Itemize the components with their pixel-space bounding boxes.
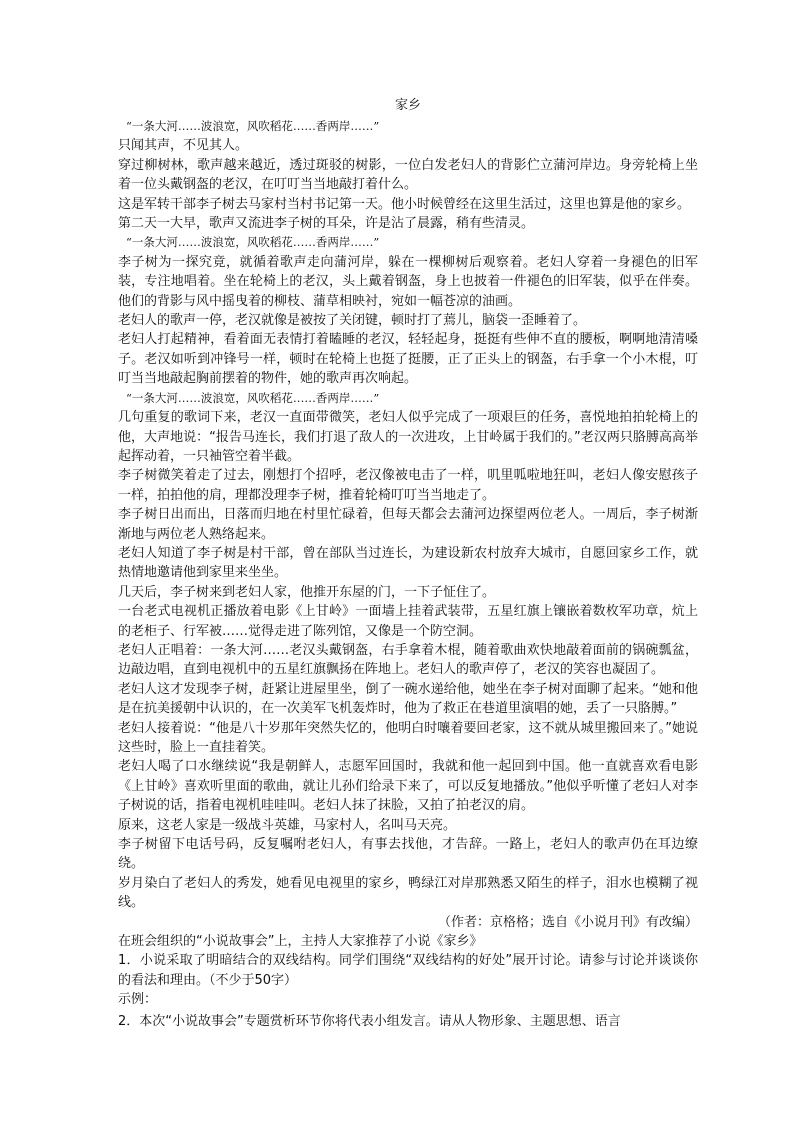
song-lyric: “一条大河……波浪宽，风吹稻花……香两岸……” [126,390,380,405]
document-title: 家乡 [394,98,421,113]
paragraph: 老妇人正唱着：一条大河……老汉头戴钢盔，右手拿着木棍，随着歌曲欢快地敲着面前的锅碗瓢盆，边敲边唱，直到电视机中的五星红旗飘扬在阵地上。老妇人的歌声停了，老汉的笑容也凝固了。 [118,642,698,678]
paragraph: 第二天一大早，歌声又流进李子树的耳朵，许是沾了晨露，稍有些清灵。 [118,216,535,232]
paragraph: 老妇人打起精神，看着面无表情打着瞌睡的老汉，轻轻起身，挺挺有些伸不直的腰板，啊啊地清清嗓子。老汉如听到冲锋号一样，顿时在轮椅上也挺了挺腰，正了正头上的钢盔，右手拿一个小木棍，叮叮当当地敲起胸前摆着的物件，她的歌声再次响起。 [118,332,698,387]
source-attribution: （作者：京格格；选自《小说月刊》有改编） [437,914,698,930]
paragraph: 李子树微笑着走了过去，刚想打个招呼，老汉像被电击了一样，叽里呱啦地狂叫，老妇人像安慰孩子一样，拍拍他的肩，理都没理李子树，推着轮椅叮叮当当地走了。 [118,468,698,503]
paragraph: 李子树留下电话号码，反复嘱咐老妇人，有事去找他，才告辞。一路上，老妇人的歌声仍在耳边缭绕。 [118,837,698,872]
paragraph: 1．小说采取了明暗结合的双线结构。同学们围绕“双线结构的好处”展开讨论。请参与讨论并谈谈你的看法和理由。（不少于50字） [118,953,698,988]
paragraph: 示例： [118,992,158,1008]
paragraph: 李子树为一探究竟，就循着歌声走向蒲河岸，躲在一棵柳树后观察着。老妇人穿着一身褪色的旧军装，专注地唱着。坐在轮椅上的老汉，头上戴着钢盔，身上也披着一件褪色的旧军装，似乎在伴奏。他们的背影与风中摇曳着的柳枝、蒲草相映衬，宛如一幅苍凉的油画。 [118,254,698,309]
paragraph: 一台老式电视机正播放着电影《上甘岭》一面墙上挂着武装带，五星红旗上镶嵌着数枚军功章，炕上的老柜子、行军被……觉得走进了陈列馆，又像是一个防空洞。 [118,604,698,639]
paragraph: 岁月染白了老妇人的秀发，她看见电视里的家乡，鸭绿江对岸那熟悉又陌生的样子，泪水也模糊了视线。 [118,875,698,911]
paragraph: 老妇人喝了口水继续说“我是朝鲜人，志愿军回国时，我就和他一起回到中国。他一直就喜欢看电影《上甘岭》喜欢听里面的歌曲，就让儿孙们给录下来了，可以反复地播放。”他似乎听懂了老妇人对李子树说的话，指着电视机哇哇叫。老妇人抹了抹脸，又拍了拍老汉的肩。 [118,759,698,814]
paragraph: 几句重复的歌词下来，老汉一直面带微笑，老妇人似乎完成了一项艰巨的任务，喜悦地拍拍轮椅上的他，大声地说：“报告马连长，我们打退了敌人的一次进攻，上甘岭属于我们的。”老汉两只胳膊高高举起挥动着，一只袖管空着半截。 [118,410,698,464]
paragraph: 老妇人接着说：“他是八十岁那年突然失忆的，他明白时嚷着要回老家，这不就从城里搬回来了。”她说这些时，脸上一直挂着笑。 [118,720,698,755]
document-page [118,96,698,1031]
paragraph: 老妇人的歌声一停，老汉就像是被按了关闭键，顿时打了蔫儿，脑袋一歪睡着了。 [118,313,587,329]
paragraph: 李子树日出而出，日落而归地在村里忙碌着，但每天都会去蒲河边探望两位老人。一周后，李子树渐渐地与两位老人熟络起来。 [118,507,698,542]
song-lyric: “一条大河……波浪宽，风吹稻花……香两岸……” [126,235,380,250]
paragraph: 原来，这老人家是一级战斗英雄，马家村人，名叫马天亮。 [118,817,457,833]
document-body [118,117,698,1031]
paragraph: 几天后，李子树来到老妇人家，他推开东屋的门，一下子怔住了。 [118,584,496,600]
paragraph: 只闻其声，不见其人。 [118,138,249,154]
paragraph: 老妇人这才发现李子树，赶紧让进屋里坐，倒了一碗水递给他，她坐在李子树对面聊了起来。“她和他是在抗美援朝中认识的，在一次美军飞机轰炸时，他为了救正在巷道里演唱的她，丢了一只胳膊。” [118,681,698,717]
song-lyric: “一条大河……波浪宽，风吹稻花……香两岸……” [126,119,380,133]
paragraph: 穿过柳树林，歌声越来越近，透过斑驳的树影，一位白发老妇人的背影伫立蒲河岸边。身旁轮椅上坐着一位头戴钢盔的老汉，在叮叮当当地敲打着什么。 [118,157,698,193]
paragraph: 这是军转干部李子树去马家村当村书记第一天。他小时候曾经在这里生活过，这里也算是他的家乡。 [118,196,691,212]
paragraph: 2．本次“小说故事会”专题赏析环节你将代表小组发言。请从人物形象、主题思想、语言 [118,1013,621,1029]
paragraph: 在班会组织的“小说故事会”上，主持人大家推荐了小说《家乡》 [118,934,483,950]
paragraph: 老妇人知道了李子树是村干部，曾在部队当过连长，为建设新农村放弃大城市，自愿回家乡工作，就热情地邀请他到家里来坐坐。 [118,545,698,581]
